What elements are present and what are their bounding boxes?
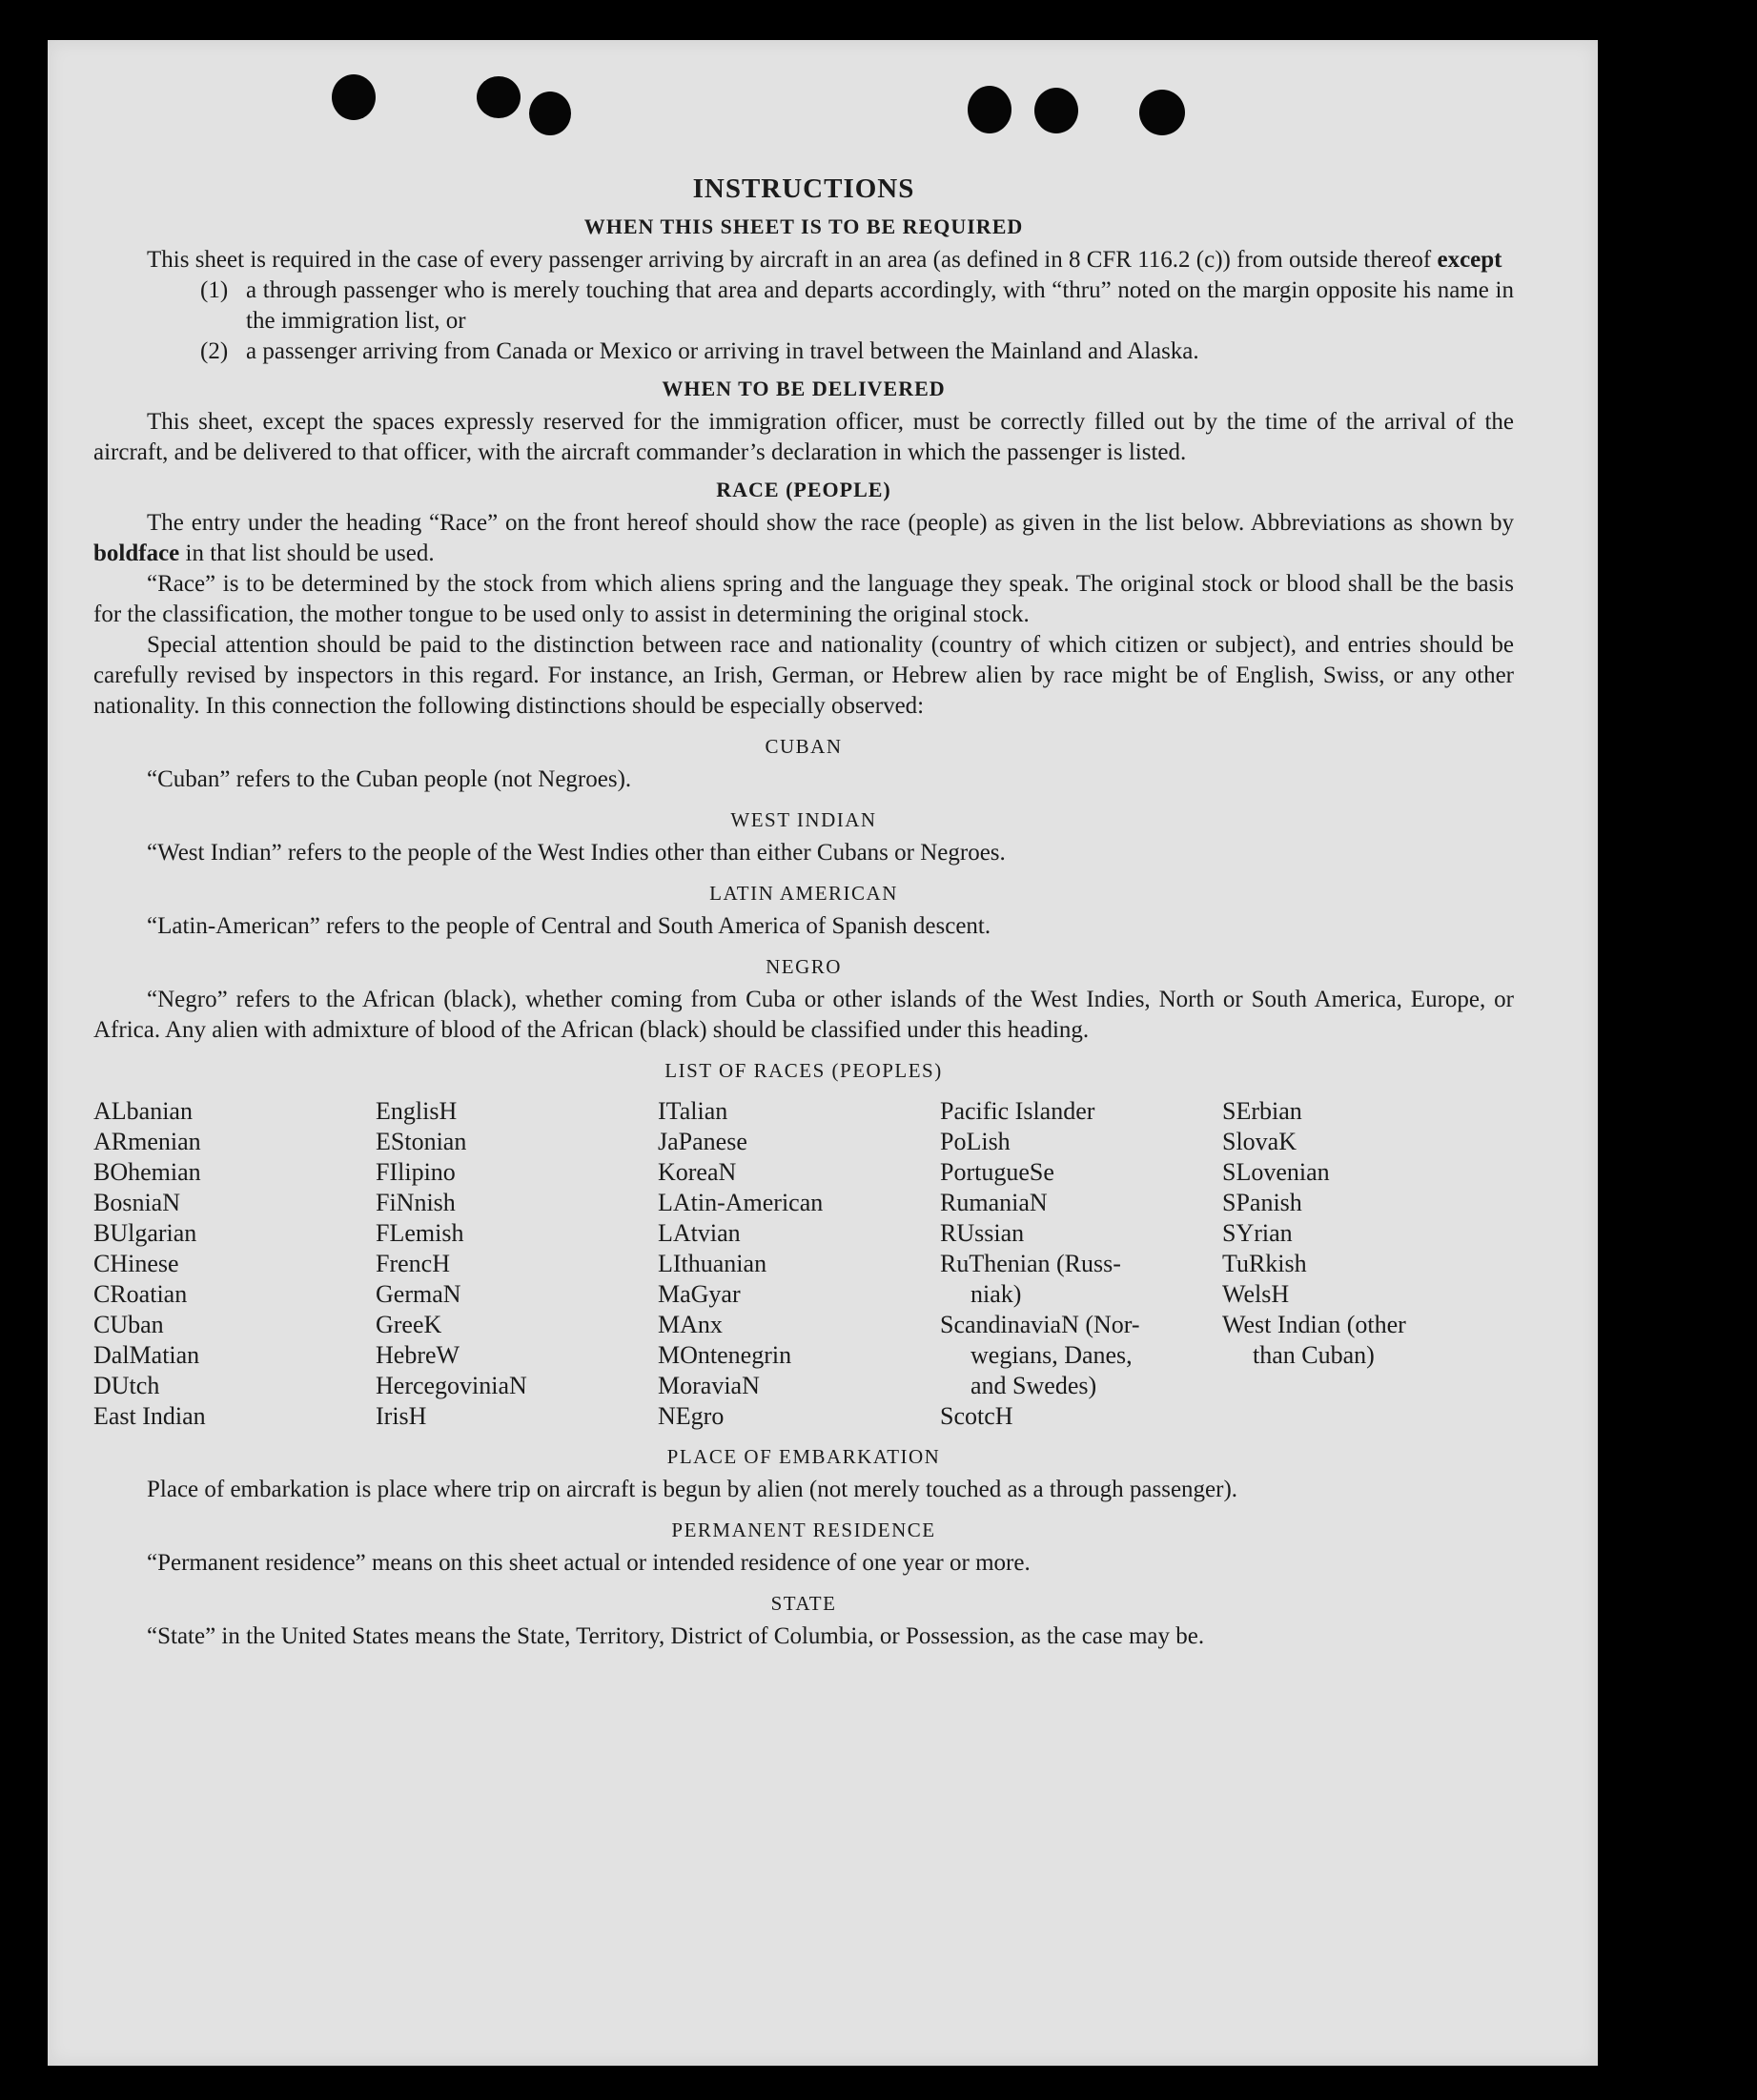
exception-item: (2) a passenger arriving from Canada or Mexico or arriving in travel between the Mainland and Alaska.: [200, 338, 1199, 364]
races-column: [658, 1096, 940, 1432]
race-entry: ScotcH: [940, 1402, 1013, 1430]
race-entry: EStonian: [376, 1128, 467, 1155]
race-entry: MaGyar: [658, 1280, 741, 1308]
race-entry: MAnx: [658, 1311, 723, 1338]
race-entry: FiNnish: [376, 1189, 456, 1216]
punch-hole: [1139, 90, 1185, 135]
race-entry: SPanish: [1222, 1189, 1302, 1216]
race-entry: FLemish: [376, 1219, 464, 1247]
race-entry: CHinese: [93, 1250, 179, 1277]
page-title: INSTRUCTIONS: [692, 173, 915, 204]
race-entry: FrencH: [376, 1250, 450, 1277]
race-entry: Pacific Islander: [940, 1097, 1095, 1125]
race-entry: BosniaN: [93, 1189, 180, 1216]
race-entry: MoraviaN: [658, 1372, 760, 1399]
document-page: [48, 40, 1598, 2066]
paragraph-when-delivered: This sheet, except the spaces expressly reserved for the immigration officer, must be correctly filled out by the time of the arrival of the aircraft, and be delivered to that officer, with the aircraft commander’s declaration in which the passenger is listed.: [93, 409, 1514, 465]
paragraph-when-required: This sheet is required in the case of every passenger arriving by aircraft in an area (as defined in 8 CFR 116.2 (c)) from outside thereof except: [147, 247, 1502, 273]
paragraph-race-3: Special attention should be paid to the distinction between race and nationality (country of which citizen or subject), and entries should be carefully revised by inspectors in this regard. For instance, an Irish, German, or Hebrew alien by race might be of English, Swiss, or any other nationality. In this connection the following distinctions should be especially observed:: [93, 632, 1514, 719]
punch-hole: [529, 92, 571, 135]
race-entry: LAtvian: [658, 1219, 741, 1247]
races-column: [93, 1096, 376, 1432]
punch-hole: [968, 86, 1011, 133]
race-entry: and Swedes): [970, 1372, 1097, 1399]
race-entry: PoLish: [940, 1128, 1011, 1155]
paragraph-embarkation: Place of embarkation is place where trip on aircraft is begun by alien (not merely touched as a through passenger).: [147, 1477, 1238, 1502]
section-heading-embarkation: PLACE OF EMBARKATION: [666, 1445, 941, 1468]
race-entry: FIlipino: [376, 1158, 456, 1186]
race-entry: than Cuban): [1253, 1341, 1375, 1369]
race-entry: MOntenegrin: [658, 1341, 792, 1369]
race-entry: LIthuanian: [658, 1250, 767, 1277]
race-entry: LAtin-American: [658, 1189, 824, 1216]
paragraph-latin-american: “Latin-American” refers to the people of Central and South America of Spanish descent.: [147, 913, 991, 939]
race-entry: HercegoviniaN: [376, 1372, 527, 1399]
section-heading-negro: NEGRO: [766, 955, 842, 978]
race-entry: PortugueSe: [940, 1158, 1054, 1186]
race-entry: GreeK: [376, 1311, 442, 1338]
race-entry: West Indian (other: [1222, 1311, 1406, 1338]
race-entry: RUssian: [940, 1219, 1025, 1247]
paragraph-residence: “Permanent residence” means on this sheet actual or intended residence of one year or more.: [147, 1550, 1031, 1576]
punch-hole: [332, 74, 376, 120]
paragraph-cuban: “Cuban” refers to the Cuban people (not Negroes).: [147, 766, 632, 792]
section-heading-when-required: WHEN THIS SHEET IS TO BE REQUIRED: [583, 214, 1024, 238]
race-entry: East Indian: [93, 1402, 206, 1430]
section-heading-cuban: CUBAN: [765, 735, 843, 758]
race-entry: ARmenian: [93, 1128, 201, 1155]
section-heading-residence: PERMANENT RESIDENCE: [671, 1519, 936, 1541]
race-entry: KoreaN: [658, 1158, 737, 1186]
section-heading-when-delivered: WHEN TO BE DELIVERED: [662, 377, 946, 400]
race-entry: DalMatian: [93, 1341, 200, 1369]
races-column: [1222, 1096, 1504, 1432]
race-entry: BOhemian: [93, 1158, 201, 1186]
race-entry: NEgro: [658, 1402, 725, 1430]
race-entry: SLovenian: [1222, 1158, 1330, 1186]
race-entry: wegians, Danes,: [970, 1341, 1133, 1369]
paragraph-race-2: “Race” is to be determined by the stock from which aliens spring and the language they speak. The original stock or blood shall be the basis for the classification, the mother tongue to be used only to assist in determining the original stock.: [93, 571, 1514, 627]
paragraph-negro: “Negro” refers to the African (black), whether coming from Cuba or other islands of the West Indies, North or South America, Europe, or Africa. Any alien with admixture of blood of the African (black) should be classified under this heading.: [93, 987, 1514, 1043]
race-entry: ITalian: [658, 1097, 728, 1125]
race-entry: RuThenian (Russ-: [940, 1250, 1121, 1277]
race-entry: SYrian: [1222, 1219, 1293, 1247]
race-entry: HebreW: [376, 1341, 460, 1369]
race-entry: ALbanian: [93, 1097, 193, 1125]
section-heading-race: RACE (PEOPLE): [716, 478, 891, 501]
race-entry: BUlgarian: [93, 1219, 197, 1247]
race-entry: EnglisH: [376, 1097, 458, 1125]
punch-hole: [1034, 88, 1078, 133]
exception-list: [93, 275, 1514, 367]
race-entry: IrisH: [376, 1402, 427, 1430]
instructions-content: [93, 173, 1514, 1652]
race-entry: RumaniaN: [940, 1189, 1048, 1216]
race-entry: JaPanese: [658, 1128, 747, 1155]
section-heading-latin-american: LATIN AMERICAN: [709, 882, 898, 905]
race-entry: GermaN: [376, 1280, 461, 1308]
race-entry: DUtch: [93, 1372, 160, 1399]
race-entry: WelsH: [1222, 1280, 1290, 1308]
race-entry: CRoatian: [93, 1280, 188, 1308]
paragraph-state: “State” in the United States means the State, Territory, District of Columbia, or Possession, as the case may be.: [147, 1623, 1205, 1649]
paragraph-west-indian: “West Indian” refers to the people of the West Indies other than either Cubans or Negroes.: [147, 840, 1006, 866]
section-heading-west-indian: WEST INDIAN: [730, 808, 877, 831]
race-entry: TuRkish: [1222, 1250, 1307, 1277]
race-entry: SlovaK: [1222, 1128, 1297, 1155]
race-entry: CUban: [93, 1311, 164, 1338]
punch-hole: [477, 76, 521, 118]
races-list: [93, 1096, 1514, 1432]
race-entry: niak): [970, 1280, 1022, 1308]
paragraph-race-1: The entry under the heading “Race” on the front hereof should show the race (people) as given in the list below. Abbreviations as shown by boldface in that list should be used.: [93, 510, 1514, 566]
races-column: [376, 1096, 658, 1432]
race-entry: SErbian: [1222, 1097, 1302, 1125]
section-heading-races-list: LIST OF RACES (PEOPLES): [664, 1059, 943, 1082]
exception-item: (1) a through passenger who is merely touching that area and departs accordingly, with “thru” noted on the margin opposite his name in the immigration list, or: [200, 277, 1514, 334]
section-heading-state: STATE: [770, 1592, 837, 1615]
races-column: [940, 1096, 1222, 1432]
race-entry: ScandinaviaN (Nor-: [940, 1311, 1140, 1338]
